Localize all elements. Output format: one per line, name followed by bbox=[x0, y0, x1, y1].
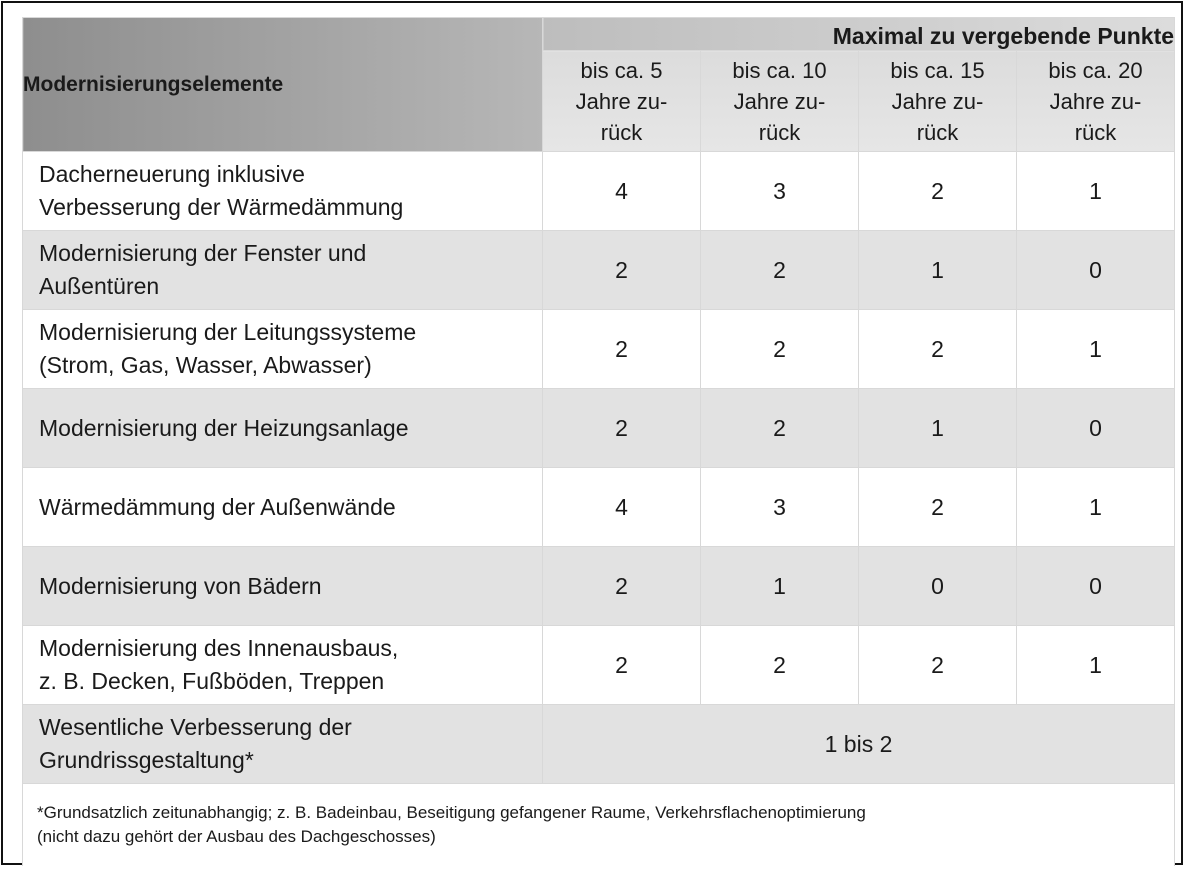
cell-value: 2 bbox=[859, 152, 1017, 231]
cell-value: 3 bbox=[701, 468, 859, 547]
cell-value: 2 bbox=[543, 626, 701, 705]
column-header: bis ca. 15 Jahre zu- rück bbox=[859, 51, 1017, 152]
cell-value: 1 bbox=[1017, 626, 1175, 705]
cell-value: 2 bbox=[543, 310, 701, 389]
row-label: Modernisierung der Leitungssysteme (Strom, Gas, Wasser, Abwasser) bbox=[23, 310, 543, 389]
table-row bbox=[23, 626, 1175, 705]
table-row bbox=[23, 231, 1175, 310]
table-row bbox=[23, 152, 1175, 231]
cell-value: 2 bbox=[859, 310, 1017, 389]
table-row bbox=[23, 705, 1175, 784]
column-header: bis ca. 20 Jahre zu- rück bbox=[1017, 51, 1175, 152]
cell-value: 1 bbox=[1017, 468, 1175, 547]
table-row bbox=[23, 310, 1175, 389]
cell-value: 1 bbox=[1017, 152, 1175, 231]
cell-value: 2 bbox=[859, 626, 1017, 705]
cell-value: 2 bbox=[543, 389, 701, 468]
row-label: Wesentliche Verbesserung der Grundrissgestaltung* bbox=[23, 705, 543, 784]
cell-value: 1 bbox=[1017, 310, 1175, 389]
table-row bbox=[23, 547, 1175, 626]
points-table bbox=[22, 17, 1175, 866]
cell-value: 4 bbox=[543, 468, 701, 547]
row-label: Dacherneuerung inklusive Verbesserung der Wärmedämmung bbox=[23, 152, 543, 231]
table-row bbox=[23, 468, 1175, 547]
row-label: Wärmedämmung der Außenwände bbox=[23, 468, 543, 547]
cell-value: 0 bbox=[1017, 231, 1175, 310]
cell-value: 2 bbox=[701, 310, 859, 389]
document-frame bbox=[1, 1, 1183, 865]
cell-value: 4 bbox=[543, 152, 701, 231]
cell-value: 1 bbox=[859, 231, 1017, 310]
row-label: Modernisierung von Bädern bbox=[23, 547, 543, 626]
cell-value: 2 bbox=[543, 547, 701, 626]
footnote-row bbox=[23, 784, 1175, 866]
cell-value: 2 bbox=[701, 626, 859, 705]
row-label: Modernisierung der Heizungsanlage bbox=[23, 389, 543, 468]
row-label: Modernisierung des Innenausbaus, z. B. Decken, Fußböden, Treppen bbox=[23, 626, 543, 705]
column-header: bis ca. 5 Jahre zu- rück bbox=[543, 51, 701, 152]
cell-value: 1 bbox=[701, 547, 859, 626]
cell-value: 1 bbox=[859, 389, 1017, 468]
cell-value: 2 bbox=[701, 389, 859, 468]
cell-value: 0 bbox=[859, 547, 1017, 626]
cell-value: 2 bbox=[859, 468, 1017, 547]
cell-value: 0 bbox=[1017, 389, 1175, 468]
cell-value: 3 bbox=[701, 152, 859, 231]
column-header: bis ca. 10 Jahre zu- rück bbox=[701, 51, 859, 152]
row-label: Modernisierung der Fenster und Außentüren bbox=[23, 231, 543, 310]
cell-value: 2 bbox=[543, 231, 701, 310]
cell-value-merged: 1 bis 2 bbox=[543, 705, 1175, 784]
group-header: Maximal zu vergebende Punkte bbox=[543, 18, 1175, 51]
table-row bbox=[23, 389, 1175, 468]
cell-value: 0 bbox=[1017, 547, 1175, 626]
cell-value: 2 bbox=[701, 231, 859, 310]
footnote: *Grundsatzlich zeitunabhangig; z. B. Badeinbau, Beseitigung gefangener Raume, Verkehrsflachenoptimierung (nicht dazu gehört der Ausbau des Dachgeschosses) bbox=[23, 784, 1175, 866]
row-header: Modernisierungselemente bbox=[23, 18, 543, 152]
